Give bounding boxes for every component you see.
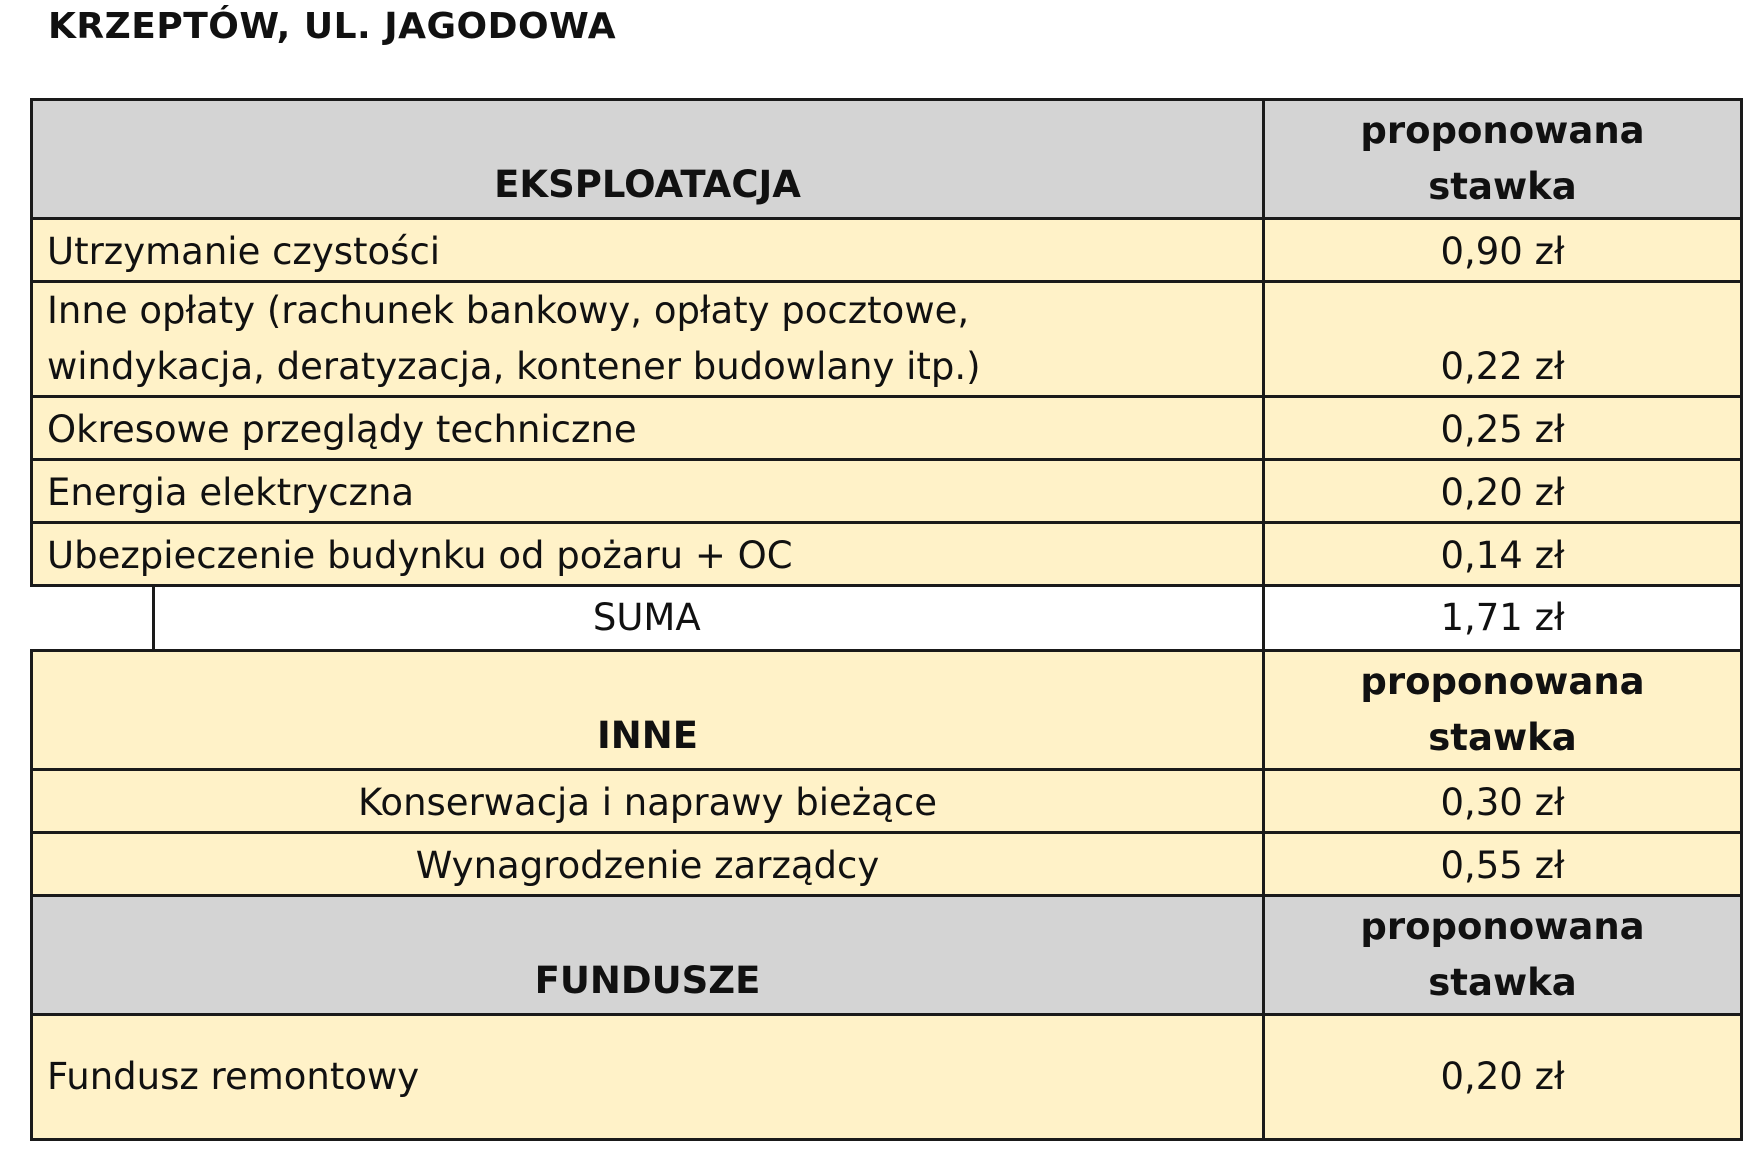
item-rate: 0,90 zł [1264, 219, 1742, 282]
item-label [32, 282, 1264, 397]
table-row [32, 1015, 1742, 1140]
item-label-line-1: Inne opłaty (rachunek bankowy, opłaty pocztowe, [47, 289, 970, 332]
section-title: EKSPLOATACJA [32, 100, 1264, 219]
item-label: Konserwacja i naprawy bieżące [32, 770, 1264, 833]
section-title: FUNDUSZE [32, 896, 1264, 1015]
item-label: Energia elektryczna [32, 460, 1264, 523]
rate-column-header [1264, 896, 1742, 1015]
item-label: Fundusz remontowy [32, 1015, 1264, 1140]
table-row [32, 219, 1742, 282]
sum-label: SUMA [592, 596, 701, 639]
rate-header-line-1: proponowana [1360, 109, 1645, 152]
item-label: Wynagrodzenie zarządcy [32, 833, 1264, 896]
item-label: Utrzymanie czystości [32, 219, 1264, 282]
rate-header-line-1: proponowana [1360, 660, 1645, 703]
rate-header-line-2: stawka [1428, 716, 1577, 759]
section-header-inne [32, 651, 1742, 770]
item-rate: 0,55 zł [1264, 833, 1742, 896]
table-row [32, 460, 1742, 523]
rate-header-line-2: stawka [1428, 165, 1577, 208]
section-header-eksploatacja [32, 100, 1742, 219]
item-rate: 0,20 zł [1264, 460, 1742, 523]
sum-row [32, 586, 1742, 651]
table-row [32, 523, 1742, 586]
item-label: Okresowe przeglądy techniczne [32, 397, 1264, 460]
item-rate: 0,14 zł [1264, 523, 1742, 586]
rate-column-header [1264, 100, 1742, 219]
rate-header-line-1: proponowana [1360, 905, 1645, 948]
section-title: INNE [32, 651, 1264, 770]
rate-header-line-2: stawka [1428, 961, 1577, 1004]
sum-rate: 1,71 zł [1264, 586, 1742, 651]
table-row [32, 397, 1742, 460]
document-title: KRZEPTÓW, UL. JAGODOWA [48, 6, 617, 47]
rate-column-header [1264, 651, 1742, 770]
item-rate: 0,30 zł [1264, 770, 1742, 833]
rates-table [30, 98, 1743, 1141]
item-label: Ubezpieczenie budynku od pożaru + OC [32, 523, 1264, 586]
table-row [32, 833, 1742, 896]
sum-label-cell [32, 586, 1264, 651]
item-rate: 0,20 zł [1264, 1015, 1742, 1140]
item-label-line-2: windykacja, deratyzacja, kontener budowlany itp.) [47, 345, 981, 388]
table-row [32, 770, 1742, 833]
sum-divider [152, 584, 155, 652]
section-header-fundusze [32, 896, 1742, 1015]
item-rate: 0,25 zł [1264, 397, 1742, 460]
item-rate: 0,22 zł [1264, 282, 1742, 397]
table-row [32, 282, 1742, 397]
